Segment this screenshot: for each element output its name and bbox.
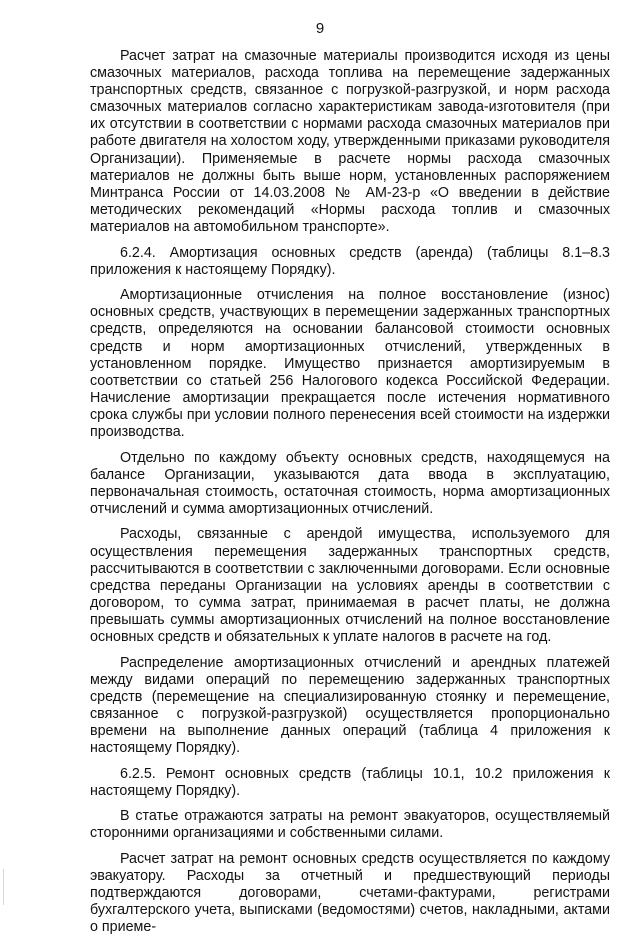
paragraph-lubricants-cost: Расчет затрат на смазочные материалы производится исходя из цены смазочных материалов, расхода топлива на перемещение задержанных транспортных средств, связанное с погрузкой-разгрузкой, и норм расхода смазочных материалов согласно характеристикам завода-изготовителя (при их отсутствии в соответствии с нормами расхода смазочных материалов при работе двигателя на холостом ходу, утвержденными приказами руководителя Организации). Применяемые в расчете нормы расхода смазочных материалов не должны быть выше норм, установленных распоряжением Минтранса России от 14.03.2008 № АМ-23-р «О введении в действие методических рекомендаций «Нормы расхода топлив и смазочных материалов на автомобильном транспорте».	[90, 48, 610, 235]
paragraph-depreciation: Амортизационные отчисления на полное восстановление (износ) основных средств, участвующих в перемещении задержанных транспортных средств, определяются на основании балансовой стоимости основных средств и норм амортизационных отчислений, утвержденных в установленном порядке. Имущество признается амортизируемым в соответствии со статьей 256 Налогового кодекса Российской Федерации. Начисление амортизации прекращается после истечения нормативного срока службы при условии полного перенесения всей стоимости на издержки производства.	[90, 287, 610, 440]
section-heading-6-2-4: 6.2.4. Амортизация основных средств (аренда) (таблицы 8.1–8.3 приложения к настоящему Порядку).	[90, 244, 610, 278]
page-number: 9	[315, 20, 325, 37]
paragraph-lease-expenses: Расходы, связанные с арендой имущества, используемого для осуществления перемещения задержанных транспортных средств, рассчитываются в соответствии с заключенными договорами. Если основные средства переданы Организации на условиях аренды в соответствии с договором, то сумма затрат, принимаемая в расчет платы, не должна превышать суммы амортизационных отчислений на полное восстановление основных средств и обязательных к уплате налогов в расчете на год.	[90, 526, 610, 645]
paragraph-repair-costs: В статье отражаются затраты на ремонт эвакуаторов, осуществляемый сторонними организациями и собственными силами.	[90, 808, 610, 842]
paragraph-repair-calculation: Расчет затрат на ремонт основных средств осуществляется по каждому эвакуатору. Расходы за отчетный и предшествующий периоды подтверждаются договорами, счетами-фактурами, регистрами бухгалтерского учета, выписками (ведомостями) счетов, накладными, актами о приеме-	[90, 851, 610, 936]
scan-edge-mark	[3, 869, 4, 905]
paragraph-distribution: Распределение амортизационных отчислений и арендных платежей между видами операций по перемещению задержанных транспортных средств (перемещение на специализированную стоянку и перемещение, связанное с погрузкой-разгрузкой) осуществляется пропорционально времени на выполнение данных операций (таблица 4 приложения к настоящему Порядку).	[90, 654, 610, 757]
section-heading-6-2-5: 6.2.5. Ремонт основных средств (таблицы 10.1, 10.2 приложения к настоящему Порядку).	[90, 765, 610, 799]
document-body	[90, 48, 610, 937]
paragraph-asset-details: Отдельно по каждому объекту основных средств, находящемуся на балансе Организации, указываются дата ввода в эксплуатацию, первоначальная стоимость, остаточная стоимость, норма амортизационных отчислений и сумма амортизационных отчислений.	[90, 449, 610, 517]
